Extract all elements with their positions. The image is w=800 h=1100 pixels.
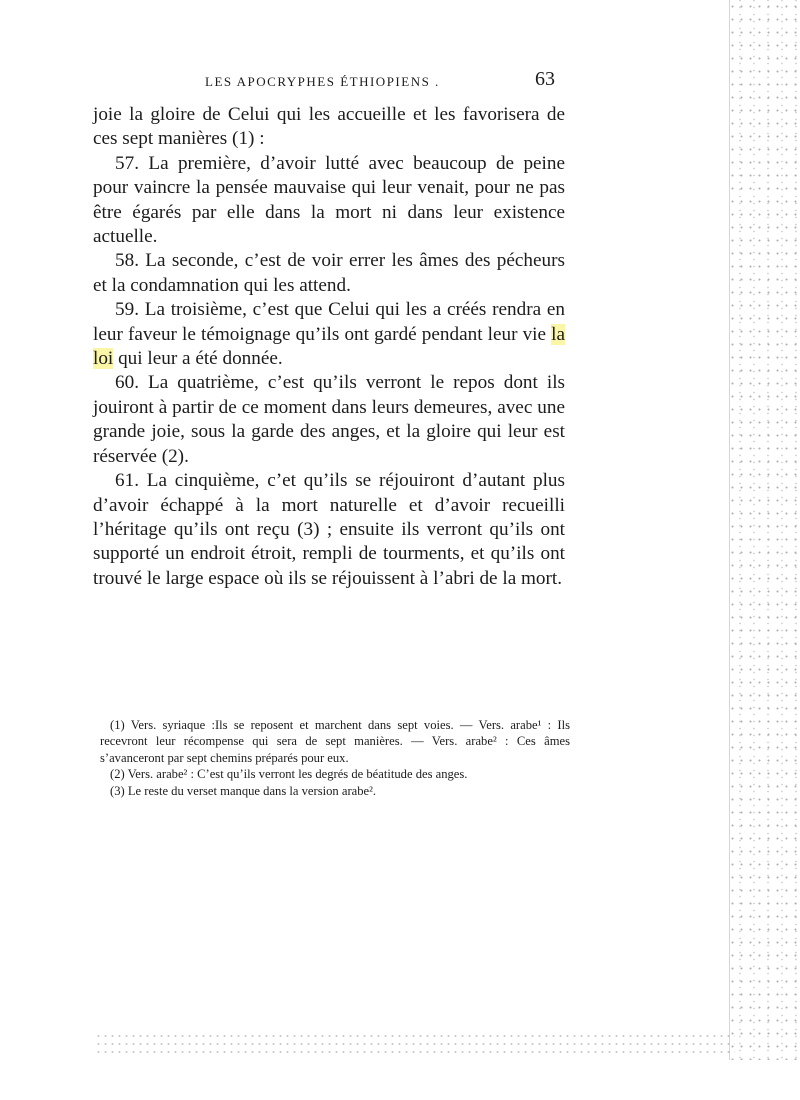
footnotes [100, 717, 570, 799]
highlighted-phrase: la loi [93, 323, 565, 370]
verse-59-text-after: qui leur a été donnée. [113, 348, 283, 370]
verse-59-text-before: 59. La troisième, c’est que Celui qui les a créés rendra en leur faveur le témoignage qu’ils ont gardé pendant leur vie [93, 299, 565, 345]
footnote-2: (2) Vers. arabe² : C’est qu’ils verront les degrés de béatitude des anges. [110, 767, 468, 782]
verse-59 [93, 298, 565, 371]
footnote-1: (1) Vers. syriaque :Ils se reposent et marchent dans sept voies. — Vers. arabe¹ : Ils recevront leur récompense qui sera de sept manières. — Vers. arabe² : Ces âmes s’avanceront par sept chemins préparés pour eux. [100, 718, 570, 765]
verse-57: 57. La première, d’avoir lutté avec beaucoup de peine pour vaincre la pensée mauvaise qui leur venait, pour ne pas être égarés par elle dans la mort ni dans leur existence actuelle. [93, 152, 565, 248]
scan-noise-bottom [95, 1032, 735, 1056]
paragraph-intro: joie la gloire de Celui qui les accueille et les favorisera de ces sept manières (1) : [93, 104, 565, 150]
footnote-3: (3) Le reste du verset manque dans la version arabe². [110, 783, 377, 798]
running-title: LES APOCRYPHES ÉTHIOPIENS . [205, 74, 440, 89]
verse-61: 61. La cinquième, c’et qu’ils se réjouiront d’autant plus d’avoir échappé à la mort naturelle et d’avoir recueilli l’héritage qu’ils ont reçu (3) ; ensuite ils verront qu’ils ont supporté un endroit étroit, rempli de tourments, et qu’ils ont trouvé le large espace où ils se réjouissent à l’abri de la mort. [93, 470, 565, 589]
page-number: 63 [535, 68, 555, 90]
verse-58: 58. La seconde, c’est de voir errer les âmes des pécheurs et la condamnation qui les attend. [93, 250, 565, 296]
verse-60: 60. La quatrième, c’est qu’ils verront le repos dont ils jouiront à partir de ce moment dans leurs demeures, avec une grande joie, sous la garde des anges, et la gloire qui leur est réservée (2). [93, 372, 565, 467]
page-header [205, 70, 555, 94]
main-text [93, 103, 565, 591]
scan-noise-right [728, 0, 800, 1060]
